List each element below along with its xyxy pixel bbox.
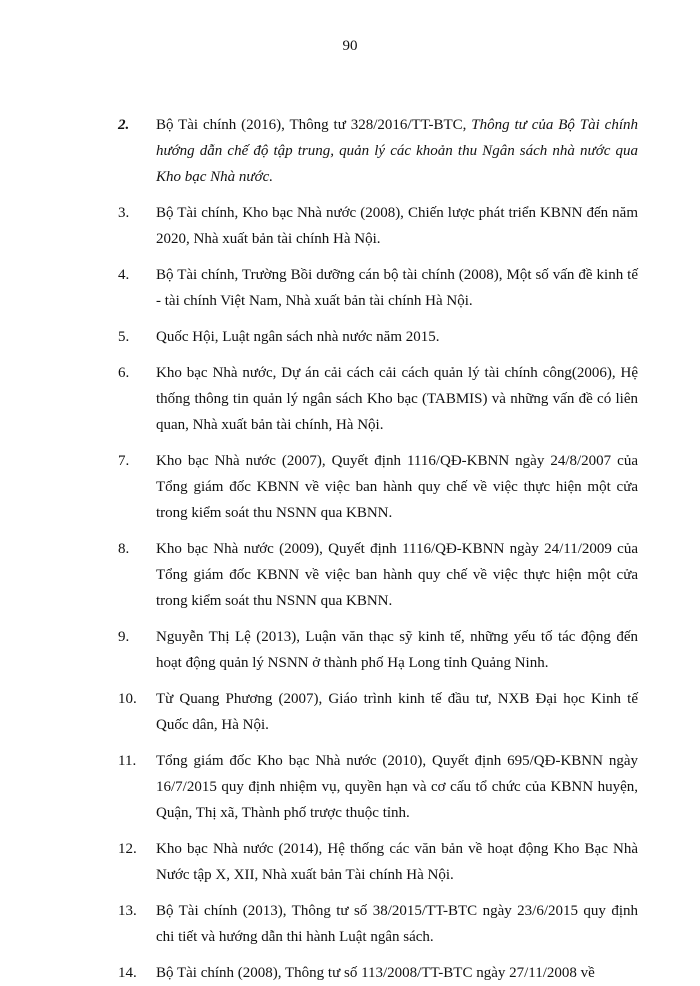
reference-number: 14.	[118, 965, 137, 981]
reference-item	[118, 112, 638, 190]
reference-item	[118, 686, 638, 738]
reference-item	[118, 262, 638, 314]
reference-item	[118, 836, 638, 888]
reference-item	[118, 200, 638, 252]
reference-item	[118, 748, 638, 826]
reference-item	[118, 624, 638, 676]
reference-number: 6.	[118, 365, 130, 381]
reference-text: Bộ Tài chính, Kho bạc Nhà nước (2008), Chiến lược phát triển KBNN đến năm 2020, Nhà xuất bản tài chính Hà Nội.	[156, 205, 638, 247]
reference-number: 13.	[118, 903, 137, 919]
reference-text: Kho bạc Nhà nước (2014), Hệ thống các văn bản về hoạt động Kho Bạc Nhà Nước tập X, XII, Nhà xuất bản Tài chính Hà Nội.	[156, 841, 638, 883]
reference-text: Quốc Hội, Luật ngân sách nhà nước năm 2015.	[156, 329, 440, 345]
reference-number: 9.	[118, 629, 130, 645]
reference-text: Tổng giám đốc Kho bạc Nhà nước (2010), Quyết định 695/QĐ-KBNN ngày 16/7/2015 quy định nhiệm vụ, quyền hạn và cơ cấu tổ chức của KBNN huyện, Quận, Thị xã, Thành phố trược thuộc tỉnh.	[156, 753, 638, 821]
reference-item	[118, 448, 638, 526]
reference-text: Từ Quang Phương (2007), Giáo trình kinh tế đầu tư, NXB Đại học Kinh tế Quốc dân, Hà Nội.	[156, 691, 638, 733]
reference-number: 10.	[118, 691, 137, 707]
reference-list	[118, 112, 638, 986]
reference-number: 2.	[118, 117, 130, 133]
reference-text: Kho bạc Nhà nước (2009), Quyết định 1116/QĐ-KBNN ngày 24/11/2009 của Tổng giám đốc KBNN về việc ban hành quy chế về việc thực hiện một cửa trong kiểm soát thu NSNN qua KBNN.	[156, 541, 638, 609]
reference-item	[118, 324, 638, 350]
reference-number: 7.	[118, 453, 130, 469]
reference-number: 5.	[118, 329, 130, 345]
reference-number: 11.	[118, 753, 137, 769]
reference-text: Kho bạc Nhà nước (2007), Quyết định 1116/QĐ-KBNN ngày 24/8/2007 của Tổng giám đốc KBNN về việc ban hành quy chế về việc thực hiện một cửa trong kiểm soát thu NSNN qua KBNN.	[156, 453, 638, 521]
reference-number: 4.	[118, 267, 130, 283]
reference-item	[118, 960, 638, 986]
reference-text: Bộ Tài chính (2008), Thông tư số 113/2008/TT-BTC ngày 27/11/2008 về	[156, 965, 595, 981]
reference-item	[118, 360, 638, 438]
reference-item	[118, 536, 638, 614]
reference-number: 12.	[118, 841, 137, 857]
reference-text: Bộ Tài chính (2013), Thông tư số 38/2015/TT-BTC ngày 23/6/2015 quy định chi tiết và hướng dẫn thi hành Luật ngân sách.	[156, 903, 638, 945]
reference-text: Kho bạc Nhà nước, Dự án cải cách cải cách quản lý tài chính công(2006), Hệ thống thông tin quản lý ngân sách Kho bạc (TABMIS) và những vấn đề có liên quan, Nhà xuất bản tài chính, Hà Nội.	[156, 365, 638, 433]
reference-number: 3.	[118, 205, 130, 221]
reference-text-plain: Bộ Tài chính (2016), Thông tư 328/2016/TT-BTC,	[156, 117, 472, 133]
page-number: 90	[342, 38, 358, 54]
reference-text: Bộ Tài chính, Trường Bồi dưỡng cán bộ tài chính (2008), Một số vấn đề kinh tế - tài chính Việt Nam, Nhà xuất bản tài chính Hà Nội.	[156, 267, 638, 309]
reference-text	[156, 112, 638, 190]
reference-number: 8.	[118, 541, 130, 557]
reference-text-italic: Thông tư của Bộ Tài chính hướng dẫn chế độ tập trung, quản lý các khoản thu Ngân sách nhà nước qua Kho bạc Nhà nước.	[156, 117, 638, 185]
reference-item	[118, 898, 638, 950]
reference-text: Nguyễn Thị Lệ (2013), Luận văn thạc sỹ kinh tế, những yếu tố tác động đến hoạt động quản lý NSNN ở thành phố Hạ Long tỉnh Quảng Ninh.	[156, 629, 638, 671]
